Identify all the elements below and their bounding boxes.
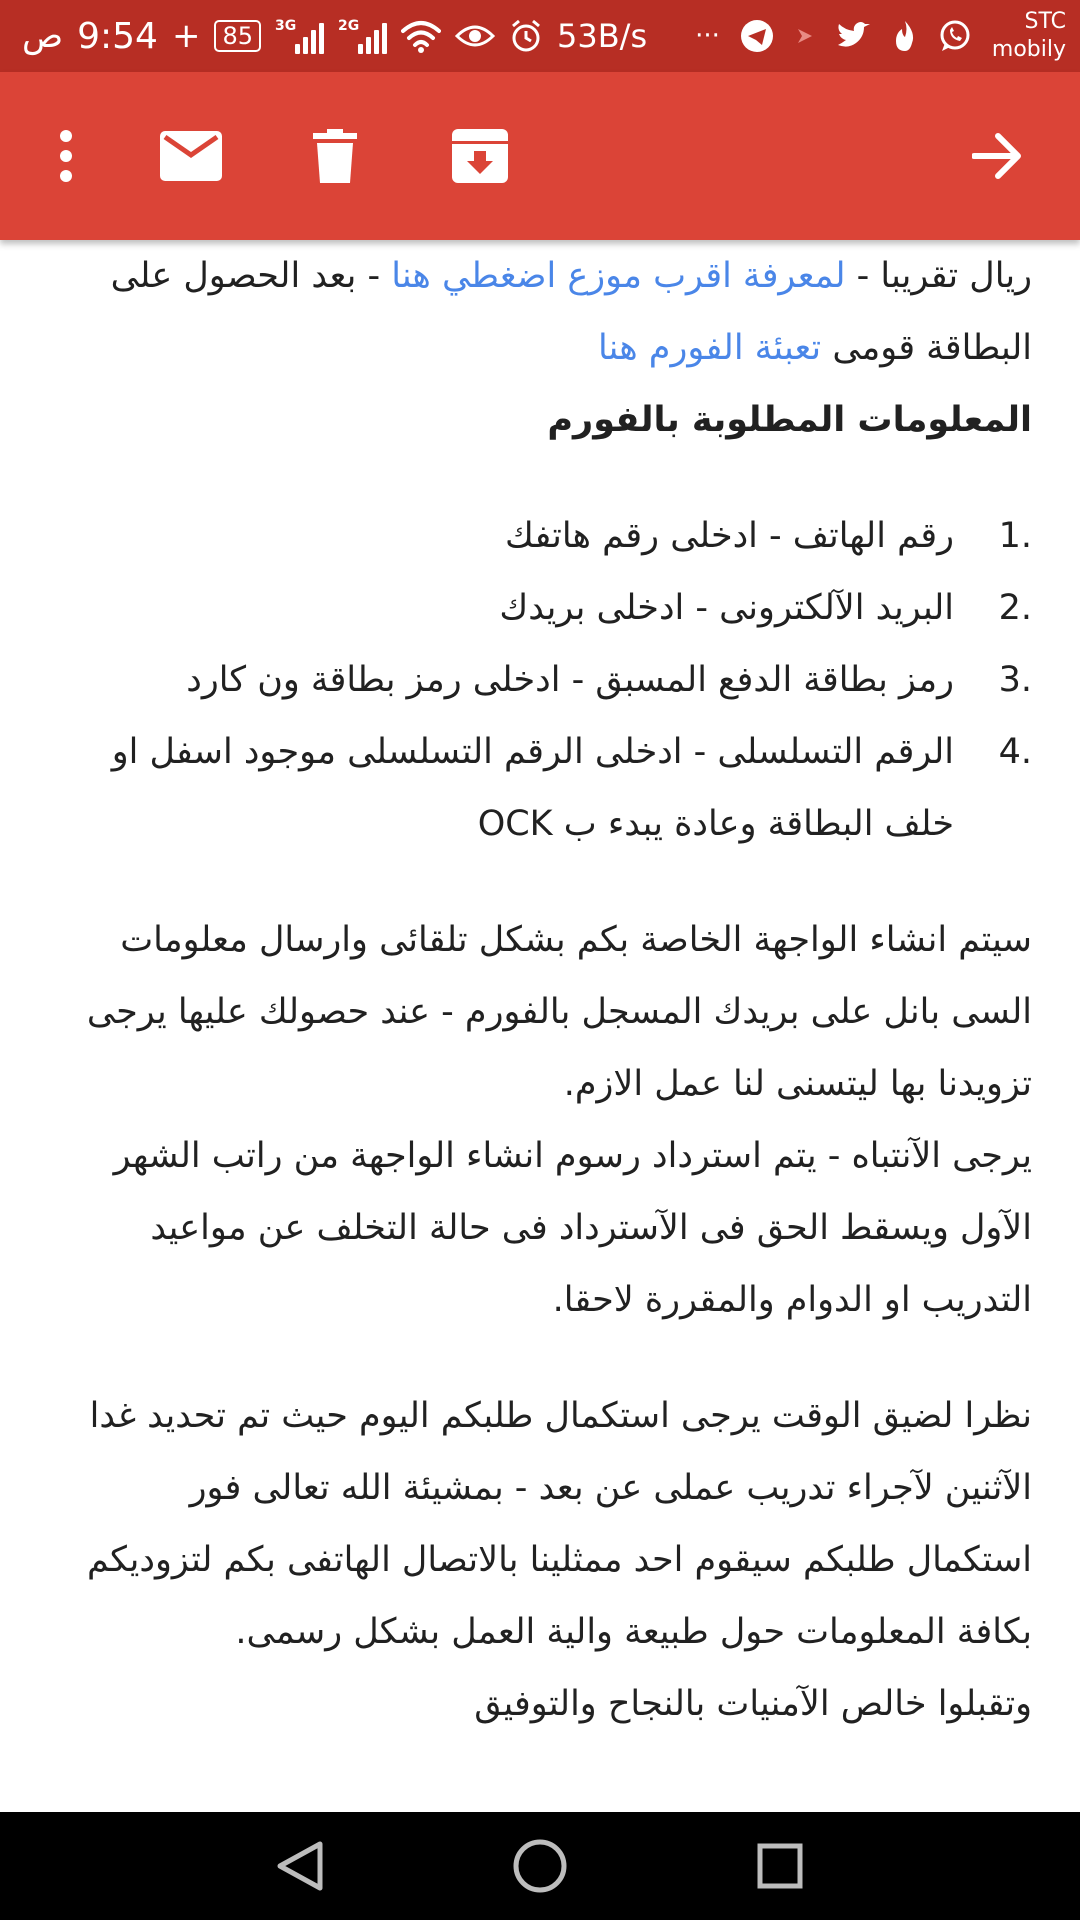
- list-number: 3.: [998, 660, 1032, 700]
- list-item: [54, 644, 1032, 716]
- flame-icon: [892, 19, 918, 53]
- navigation-bar: [0, 1812, 1080, 1920]
- ampm-label: ص: [22, 16, 64, 56]
- home-button[interactable]: [500, 1830, 580, 1902]
- list-number: 4.: [998, 732, 1032, 772]
- closing-line: وتقبلوا خالص الآمنيات بالنجاح والتوفيق: [474, 1684, 1032, 1724]
- back-triangle-icon: [276, 1840, 324, 1892]
- clock: 9:54: [77, 15, 158, 57]
- list-item: [54, 716, 1032, 860]
- training-paragraph: نظرا لضيق الوقت يرجى استكمال طلبكم اليوم حيث تم تحديد غدا الآثنين لآجراء تدريب عملى عن بعد - بمشيئة الله تعالى فور استكمال طلبكم سيقوم احد ممثلينا بالاتصال الهاتفى بكم لتزوديكم بكافة المعلومات حول طبيعة والية العمل بشكل رسمى.: [87, 1396, 1032, 1652]
- charging-plus: +: [171, 16, 201, 56]
- email-toolbar: [0, 72, 1080, 240]
- more-vert-icon: [56, 130, 76, 182]
- signal-2g-icon: [338, 18, 387, 54]
- forward-button[interactable]: [958, 116, 1038, 196]
- delete-icon: [313, 129, 357, 183]
- delete-button[interactable]: [295, 116, 375, 196]
- recents-square-icon: [756, 1842, 804, 1890]
- list-item: [54, 572, 1032, 644]
- fill-form-link[interactable]: تعبئة الفورم هنا: [597, 328, 822, 368]
- battery-icon: [214, 20, 261, 52]
- more-options-button[interactable]: [26, 116, 106, 196]
- email-body: [0, 240, 1080, 1812]
- nearest-distributor-link[interactable]: لمعرفة اقرب موزع اضغطي هنا: [391, 256, 846, 296]
- home-circle-icon: [512, 1838, 568, 1894]
- net-rate: 53B/s: [557, 17, 648, 55]
- status-right: [695, 0, 1066, 72]
- signal-2g-label: 2G: [338, 18, 360, 34]
- intro-text-a: ريال تقريبا -: [845, 256, 1032, 296]
- list-text: رقم الهاتف - ادخلى رقم هاتفك: [504, 516, 954, 556]
- carrier-bottom: mobily: [991, 37, 1066, 62]
- signal-3g-label: 3G: [275, 18, 297, 34]
- list-text: البريد الآلكترونى - ادخلى بريدك: [499, 588, 954, 628]
- mark-unread-button[interactable]: [151, 116, 231, 196]
- list-item: [54, 500, 1032, 572]
- direct-icon: [794, 25, 816, 47]
- list-number: 1.: [998, 516, 1032, 556]
- eye-comfort-icon: [455, 22, 495, 50]
- carrier-label: [992, 8, 1066, 64]
- form-info-heading: المعلومات المطلوبة بالفورم: [547, 400, 1032, 440]
- intro-text-b: - بعد الحصول على البطاقة قومى: [110, 256, 1032, 368]
- list-text: الرقم التسلسلى - ادخلى الرقم التسلسلى موجود اسفل او خلف البطاقة وعادة يبدء ب OCK: [111, 732, 954, 844]
- forward-arrow-icon: [972, 132, 1024, 180]
- carrier-top: STC: [1024, 9, 1066, 34]
- more-notifications-icon: ···: [695, 21, 720, 51]
- alarm-icon: [509, 19, 543, 53]
- archive-button[interactable]: [440, 116, 520, 196]
- battery-level: 85: [222, 22, 253, 50]
- back-button[interactable]: [260, 1830, 340, 1902]
- list-number: 2.: [998, 588, 1032, 628]
- required-info-list: [54, 500, 1032, 860]
- archive-icon: [452, 129, 508, 183]
- refund-note-paragraph: يرجى الآنتباه - يتم استرداد رسوم انشاء الواجهة من راتب الشهر الآول ويسقط الحق فى الآسترداد فى حالة التخلف عن مواعيد التدريب او الدوام والمقررة لاحقا.: [113, 1136, 1032, 1320]
- panel-info-paragraph: سيتم انشاء الواجهة الخاصة بكم بشكل تلقائى وارسال معلومات السى بانل على بريدك المسجل بالفورم - عند حصولك عليها يرجى تزويدنا بها ليتسنى لنا عمل الازم.: [86, 920, 1032, 1104]
- mail-icon: [160, 131, 222, 181]
- status-left: [22, 0, 647, 72]
- intro-paragraph: [54, 240, 1032, 384]
- status-bar: [0, 0, 1080, 72]
- wifi-icon: [401, 19, 441, 53]
- list-text: رمز بطاقة الدفع المسبق - ادخلى رمز بطاقة ون كارد: [186, 660, 954, 700]
- telegram-icon: [740, 19, 774, 53]
- twitter-icon: [836, 21, 872, 51]
- signal-3g-icon: [275, 18, 324, 54]
- recents-button[interactable]: [740, 1830, 820, 1902]
- whatsapp-icon: [938, 19, 972, 53]
